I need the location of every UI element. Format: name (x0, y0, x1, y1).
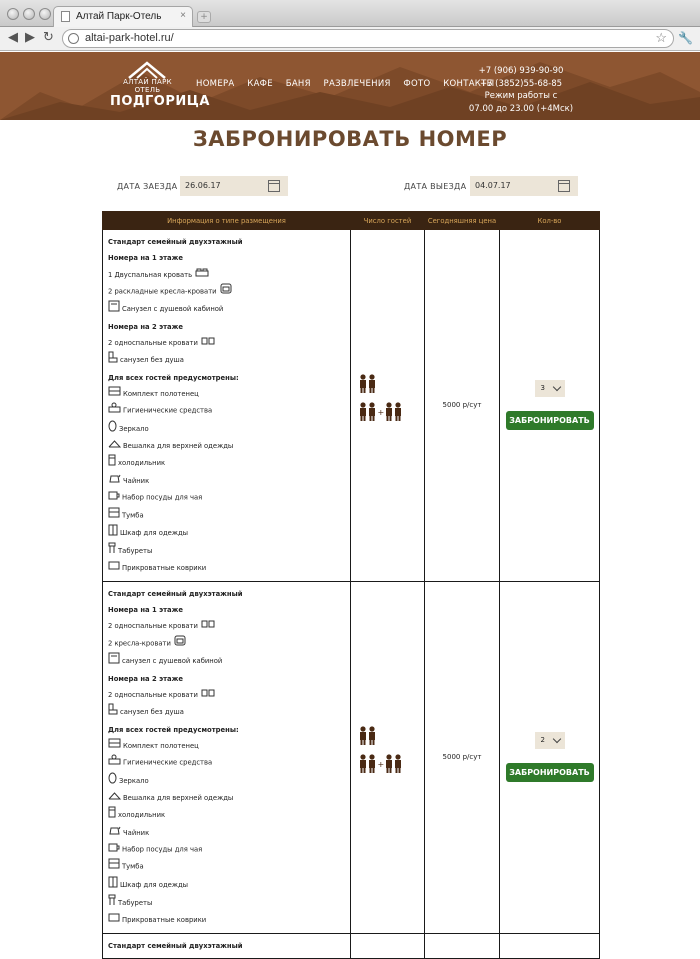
guests-icon (359, 408, 409, 436)
browser-toolbar (0, 27, 700, 51)
nav-item-photo[interactable]: ФОТО (403, 79, 431, 89)
shower-icon (108, 652, 120, 670)
checkin-date-input[interactable] (180, 176, 288, 196)
hygiene-icon (108, 754, 121, 771)
qty-cell (500, 230, 600, 582)
amenity-text: Санузел с душевой кабиной (122, 305, 224, 314)
amenity-text: санузел с душевой кабиной (122, 657, 223, 666)
amenity-text: Табуреты (118, 899, 153, 908)
guests-cell (351, 933, 425, 958)
book-button[interactable]: ЗАБРОНИРОВАТЬ (506, 763, 594, 782)
amenity-text: санузел без душа (120, 356, 184, 365)
forward-arrow-icon[interactable]: ▶ (25, 30, 35, 45)
amenity-line (108, 402, 345, 419)
url-text: altai-park-hotel.ru/ (85, 32, 174, 44)
rug-icon (108, 560, 120, 576)
amenity-line (108, 894, 345, 912)
rug-icon (108, 912, 120, 928)
nightstand-icon (108, 507, 120, 524)
hours-label: Режим работы с (484, 91, 558, 101)
amenity-line (108, 351, 345, 369)
amenity-text: Для всех гостей предусмотрены: (108, 725, 239, 734)
amenity-line (108, 912, 345, 928)
svg-text:+: + (377, 760, 385, 770)
towels-icon (108, 386, 121, 402)
amenity-text: Номера на 1 этаже (108, 606, 184, 615)
amenity-text: Набор посуды для чая (122, 493, 203, 502)
single-beds-icon (201, 687, 215, 703)
page-title: ЗАБРОНИРОВАТЬ НОМЕР (192, 127, 508, 151)
amenity-text: Табуреты (118, 547, 153, 556)
tab-title: Алтай Парк-Отель (76, 11, 162, 22)
checkout-date-value: 04.07.17 (475, 181, 511, 190)
fridge-icon (108, 806, 116, 824)
amenity-line (108, 542, 345, 560)
zoom-window-button[interactable] (39, 8, 51, 20)
toilet-icon (108, 351, 118, 369)
tea-set-icon (108, 841, 120, 858)
book-button[interactable]: ЗАБРОНИРОВАТЬ (506, 411, 594, 430)
contacts-block (466, 65, 576, 115)
amenity-line (108, 420, 345, 438)
single-beds-icon (201, 618, 215, 634)
checkin-label: ДАТА ЗАЕЗДА (117, 182, 178, 191)
amenity-text: 2 односпальные кровати (108, 690, 198, 699)
amenity-line (108, 938, 345, 954)
amenity-text: холодильник (118, 811, 166, 820)
kettle-icon (108, 473, 121, 489)
amenity-line (108, 524, 345, 542)
amenity-text: Стандарт семейный двухэтажный (108, 941, 243, 950)
amenity-text: Стандарт семейный двухэтажный (108, 589, 243, 598)
wrench-icon[interactable]: 🔧 (678, 31, 693, 45)
single-beds-icon (201, 335, 215, 351)
armchair-icon (174, 635, 186, 652)
amenity-text: 2 односпальные кровати (108, 622, 198, 631)
bookmark-star-icon[interactable]: ☆ (655, 30, 667, 45)
amenity-text: Для всех гостей предусмотрены: (108, 373, 239, 382)
amenity-text: 1 Двуспальная кровать (108, 270, 193, 279)
amenity-text: Номера на 2 этаже (108, 322, 184, 331)
address-bar[interactable] (62, 29, 674, 48)
qty-select[interactable]: 3 (535, 380, 565, 397)
reload-icon[interactable]: ↻ (43, 30, 54, 45)
amenity-line (108, 586, 345, 602)
amenity-line (108, 454, 345, 472)
room-info-cell (103, 230, 351, 582)
amenity-line (108, 858, 345, 875)
table-header-row (103, 212, 600, 230)
nav-item-contacts[interactable]: КОНТАКТЫ (443, 79, 495, 89)
amenity-text: 2 односпальные кровати (108, 339, 198, 348)
mirror-icon (108, 772, 117, 790)
qty-cell (500, 933, 600, 958)
wardrobe-icon (108, 876, 118, 894)
amenity-line (108, 790, 345, 806)
amenity-line (108, 806, 345, 824)
amenity-line (108, 507, 345, 524)
checkin-date-value: 26.06.17 (185, 181, 221, 190)
calendar-icon[interactable] (268, 180, 280, 192)
amenity-text: Шкаф для одежды (120, 528, 189, 537)
nav-item-banya[interactable]: БАНЯ (285, 79, 311, 89)
amenity-line (108, 722, 345, 738)
amenity-line (108, 438, 345, 454)
mirror-icon (108, 420, 117, 438)
amenity-text: холодильник (118, 459, 166, 468)
amenity-text: Гигиенические средства (123, 407, 213, 416)
window-controls (7, 5, 55, 24)
amenity-text: Прикроватные коврики (122, 564, 207, 573)
checkout-date-input[interactable] (470, 176, 578, 196)
room-info-cell (103, 581, 351, 933)
amenity-text: Комплект полотенец (123, 742, 199, 751)
table-row (103, 933, 600, 958)
col-header-guests: Число гостей (351, 212, 425, 230)
table-row (103, 581, 600, 933)
checkout-label: ДАТА ВЫЕЗДА (404, 182, 467, 191)
amenity-line (108, 876, 345, 894)
stool-icon (108, 894, 116, 912)
browser-tab[interactable] (53, 6, 193, 27)
amenity-text: Номера на 2 этаже (108, 674, 184, 683)
logo-subtitle: АЛТАЙ ПАРК ОТЕЛЬ (123, 78, 172, 94)
amenity-text: Номера на 1 этаже (108, 254, 184, 263)
phone-2[interactable]: +7 (3852)55-68-85 (479, 78, 563, 89)
amenity-line (108, 825, 345, 841)
page-icon (61, 11, 70, 22)
close-window-button[interactable] (7, 8, 19, 20)
col-header-price: Сегодняшняя цена (425, 212, 500, 230)
qty-cell (500, 581, 600, 933)
amenity-line (108, 473, 345, 489)
room-info-cell (103, 933, 351, 958)
nav-item-rooms[interactable]: НОМЕРА (196, 79, 235, 89)
amenity-text: Комплект полотенец (123, 390, 199, 399)
nav-item-entertainment[interactable]: РАЗВЛЕЧЕНИЯ (323, 79, 391, 89)
browser-titlebar (0, 0, 700, 27)
toilet-icon (108, 703, 118, 721)
close-icon[interactable]: × (180, 10, 186, 21)
stool-icon (108, 542, 116, 560)
amenity-line (108, 267, 345, 283)
amenity-line (108, 234, 345, 250)
amenity-text: Тумба (122, 863, 144, 872)
amenity-line (108, 319, 345, 335)
logo-mountain-icon (127, 60, 167, 80)
calendar-icon[interactable] (558, 180, 570, 192)
globe-icon (68, 33, 79, 44)
guests-cell (351, 581, 425, 933)
hours-value: 07.00 до 23.00 (+4Мск) (468, 103, 574, 114)
wardrobe-icon (108, 524, 118, 542)
minimize-window-button[interactable] (23, 8, 35, 20)
amenity-line (108, 618, 345, 634)
qty-select[interactable]: 2 (535, 732, 565, 749)
tea-set-icon (108, 489, 120, 506)
amenity-text: Прикроватные коврики (122, 916, 207, 925)
amenity-text: Вешалка для верхней одежды (123, 794, 234, 803)
amenity-text: 2 кресла-кровати (108, 639, 171, 648)
amenity-line (108, 386, 345, 402)
amenity-line (108, 300, 345, 318)
guests-icon (359, 760, 409, 788)
col-header-info: Информация о типе размещения (103, 212, 351, 230)
table-row (103, 230, 600, 582)
price-cell: 5000 р/сут (425, 581, 500, 933)
amenity-text: Тумба (122, 511, 144, 520)
hygiene-icon (108, 402, 121, 419)
amenity-line (108, 671, 345, 687)
nav-item-cafe[interactable]: КАФЕ (247, 79, 273, 89)
amenity-line (108, 489, 345, 506)
amenity-text: Зеркало (119, 424, 149, 433)
new-tab-button[interactable]: + (197, 11, 211, 23)
svg-text:+: + (377, 408, 385, 418)
amenity-text: Гигиенические средства (123, 758, 213, 767)
amenity-line (108, 283, 345, 300)
rooms-table (102, 211, 600, 959)
armchair-icon (220, 283, 232, 300)
amenity-text: Зеркало (119, 776, 149, 785)
amenity-line (108, 560, 345, 576)
amenity-text: санузел без душа (120, 708, 184, 717)
price-cell: 5000 р/сут (425, 230, 500, 582)
amenity-text: Чайник (123, 828, 150, 837)
double-bed-icon (195, 267, 209, 283)
phone-1[interactable]: +7 (906) 939-90-90 (478, 66, 564, 76)
amenity-line (108, 772, 345, 790)
back-arrow-icon[interactable]: ◀ (8, 30, 18, 45)
amenity-text: 2 раскладные кресла-кровати (108, 287, 217, 296)
hanger-icon (108, 790, 121, 806)
logo-title: ПОДГОРИЦА (110, 94, 210, 109)
kettle-icon (108, 825, 121, 841)
site-logo[interactable] (110, 60, 210, 112)
towels-icon (108, 738, 121, 754)
amenity-line (108, 841, 345, 858)
amenity-line (108, 250, 345, 266)
price-cell (425, 933, 500, 958)
amenity-line (108, 703, 345, 721)
amenity-line (108, 738, 345, 754)
amenity-text: Набор посуды для чая (122, 845, 203, 854)
amenity-text: Чайник (123, 476, 150, 485)
shower-icon (108, 300, 120, 318)
col-header-qty: Кол-во (500, 212, 600, 230)
site-header (0, 52, 700, 120)
amenity-line (108, 602, 345, 618)
amenity-text: Стандарт семейный двухэтажный (108, 238, 243, 246)
fridge-icon (108, 454, 116, 472)
amenity-line (108, 754, 345, 771)
amenity-line (108, 652, 345, 670)
guests-cell (351, 230, 425, 582)
amenity-line (108, 370, 345, 386)
amenity-line (108, 335, 345, 351)
amenity-line (108, 635, 345, 652)
hanger-icon (108, 438, 121, 454)
nightstand-icon (108, 858, 120, 875)
amenity-line (108, 687, 345, 703)
amenity-text: Вешалка для верхней одежды (123, 442, 234, 451)
amenity-text: Шкаф для одежды (120, 880, 189, 889)
main-nav (196, 79, 504, 89)
